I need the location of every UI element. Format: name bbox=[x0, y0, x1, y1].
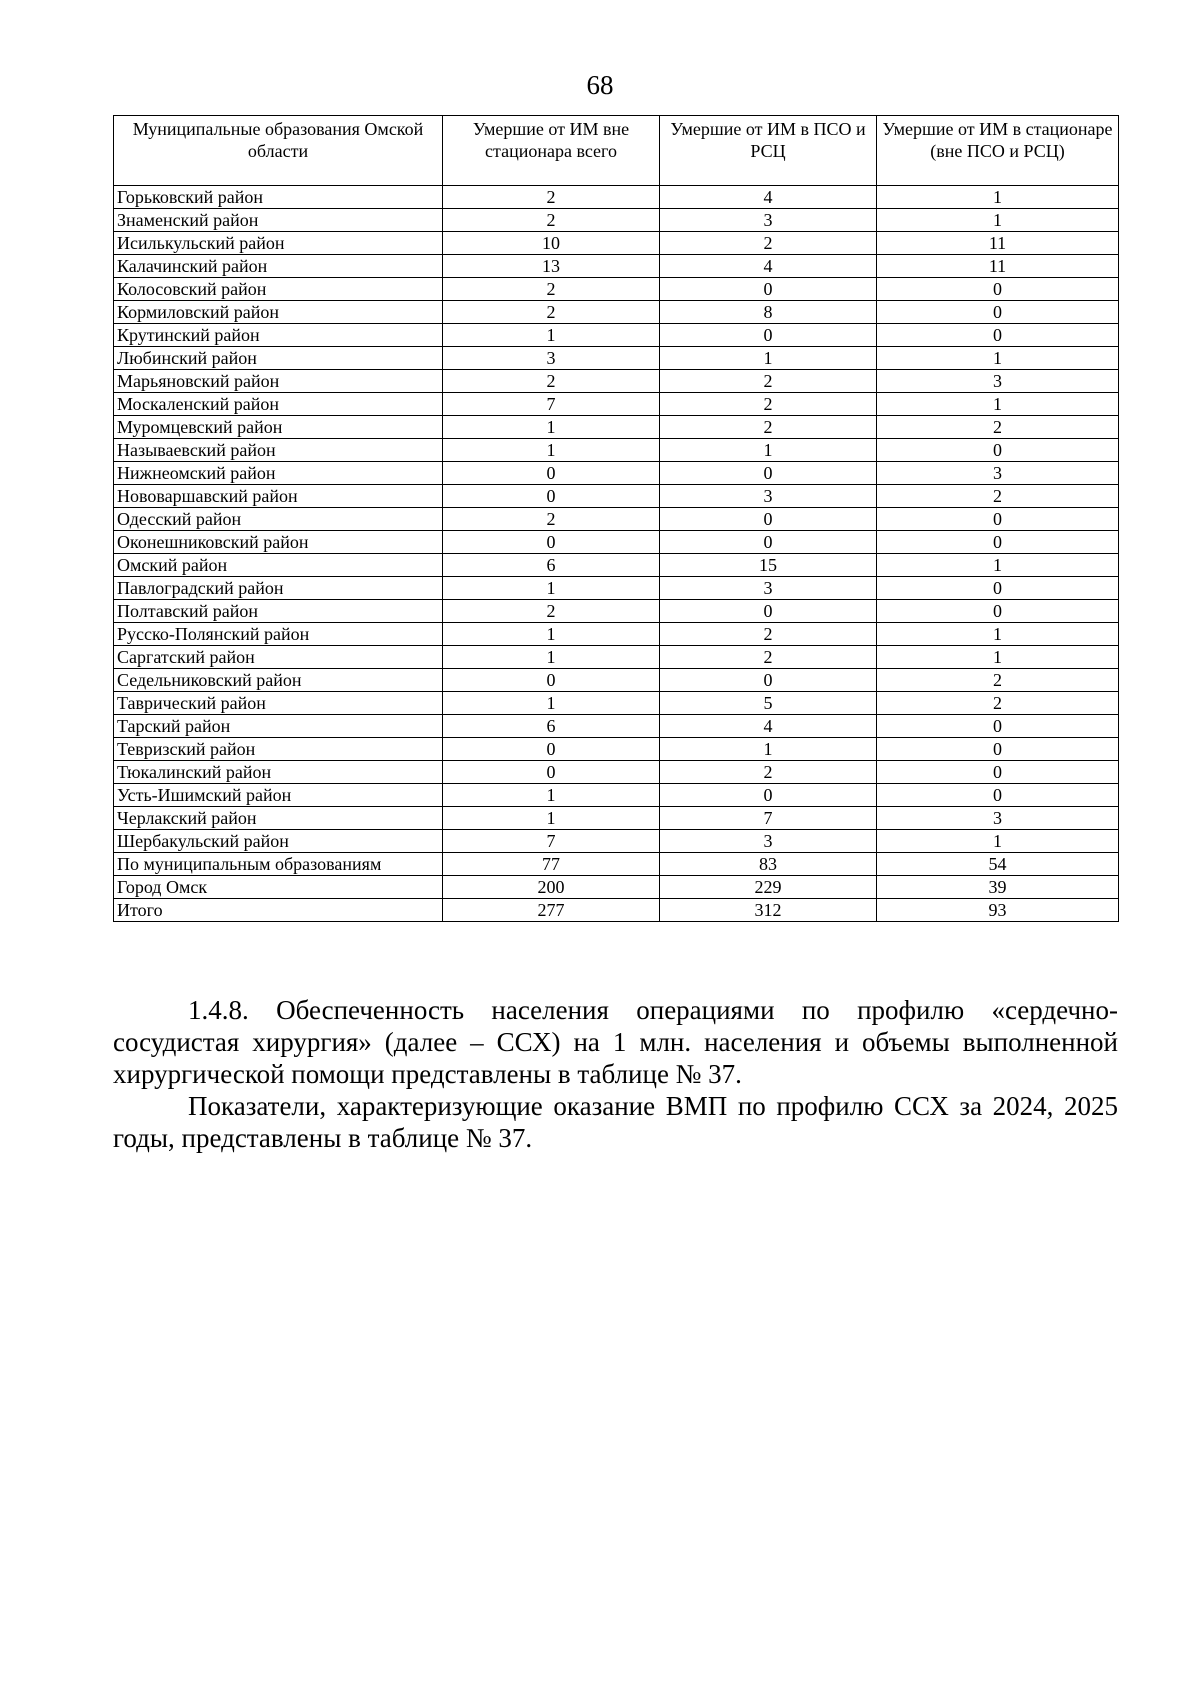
table-row bbox=[114, 715, 1119, 738]
cell-value: 2 bbox=[660, 232, 877, 255]
cell-value: 1 bbox=[443, 623, 660, 646]
cell-municipality: Называевский район bbox=[114, 439, 443, 462]
cell-municipality: Исилькульский район bbox=[114, 232, 443, 255]
cell-value: 4 bbox=[660, 186, 877, 209]
table-row bbox=[114, 301, 1119, 324]
cell-value: 93 bbox=[877, 899, 1119, 922]
cell-value: 2 bbox=[660, 623, 877, 646]
cell-value: 5 bbox=[660, 692, 877, 715]
cell-value: 4 bbox=[660, 255, 877, 278]
cell-municipality: Усть-Ишимский район bbox=[114, 784, 443, 807]
cell-municipality: Одесский район bbox=[114, 508, 443, 531]
table-row bbox=[114, 899, 1119, 922]
table-row bbox=[114, 324, 1119, 347]
cell-value: 0 bbox=[660, 278, 877, 301]
header-deaths-outside-hospital: Умершие от ИМ вне стационара всего bbox=[443, 116, 660, 186]
table-row bbox=[114, 830, 1119, 853]
cell-value: 0 bbox=[877, 738, 1119, 761]
table-row bbox=[114, 623, 1119, 646]
cell-value: 6 bbox=[443, 554, 660, 577]
cell-municipality: Колосовский район bbox=[114, 278, 443, 301]
cell-value: 200 bbox=[443, 876, 660, 899]
cell-municipality: Калачинский район bbox=[114, 255, 443, 278]
cell-value: 0 bbox=[660, 600, 877, 623]
cell-value: 1 bbox=[443, 784, 660, 807]
cell-value: 7 bbox=[443, 830, 660, 853]
cell-value: 1 bbox=[877, 830, 1119, 853]
cell-value: 0 bbox=[660, 784, 877, 807]
cell-municipality: Черлакский район bbox=[114, 807, 443, 830]
cell-municipality: Горьковский район bbox=[114, 186, 443, 209]
cell-value: 1 bbox=[877, 209, 1119, 232]
cell-value: 0 bbox=[877, 600, 1119, 623]
cell-value: 7 bbox=[443, 393, 660, 416]
table-row bbox=[114, 577, 1119, 600]
cell-value: 77 bbox=[443, 853, 660, 876]
cell-value: 6 bbox=[443, 715, 660, 738]
cell-municipality: Оконешниковский район bbox=[114, 531, 443, 554]
cell-municipality: Знаменский район bbox=[114, 209, 443, 232]
cell-value: 1 bbox=[660, 738, 877, 761]
cell-value: 229 bbox=[660, 876, 877, 899]
cell-value: 1 bbox=[877, 554, 1119, 577]
cell-value: 2 bbox=[443, 209, 660, 232]
table-row bbox=[114, 209, 1119, 232]
cell-value: 3 bbox=[877, 370, 1119, 393]
cell-municipality: Саргатский район bbox=[114, 646, 443, 669]
cell-value: 11 bbox=[877, 232, 1119, 255]
cell-value: 0 bbox=[660, 462, 877, 485]
cell-municipality: Таврический район bbox=[114, 692, 443, 715]
cell-value: 0 bbox=[877, 784, 1119, 807]
cell-value: 2 bbox=[877, 669, 1119, 692]
cell-value: 39 bbox=[877, 876, 1119, 899]
table-row bbox=[114, 738, 1119, 761]
cell-value: 10 bbox=[443, 232, 660, 255]
cell-municipality: Тарский район bbox=[114, 715, 443, 738]
cell-value: 0 bbox=[877, 324, 1119, 347]
table-row bbox=[114, 554, 1119, 577]
cell-value: 1 bbox=[443, 646, 660, 669]
cell-value: 2 bbox=[660, 370, 877, 393]
cell-value: 2 bbox=[443, 370, 660, 393]
cell-value: 3 bbox=[660, 209, 877, 232]
cell-value: 0 bbox=[660, 508, 877, 531]
table-row bbox=[114, 600, 1119, 623]
cell-municipality: Муромцевский район bbox=[114, 416, 443, 439]
table-row bbox=[114, 692, 1119, 715]
table-row bbox=[114, 761, 1119, 784]
cell-value: 2 bbox=[660, 761, 877, 784]
cell-municipality: Город Омск bbox=[114, 876, 443, 899]
cell-value: 54 bbox=[877, 853, 1119, 876]
cell-value: 2 bbox=[443, 186, 660, 209]
cell-value: 0 bbox=[443, 761, 660, 784]
cell-value: 0 bbox=[443, 485, 660, 508]
cell-value: 3 bbox=[660, 485, 877, 508]
cell-value: 0 bbox=[660, 531, 877, 554]
cell-value: 0 bbox=[877, 577, 1119, 600]
cell-value: 0 bbox=[660, 324, 877, 347]
header-municipality: Муниципальные образования Омской области bbox=[114, 116, 443, 186]
cell-value: 2 bbox=[660, 646, 877, 669]
table-row bbox=[114, 669, 1119, 692]
table-row bbox=[114, 462, 1119, 485]
table-row bbox=[114, 784, 1119, 807]
cell-value: 3 bbox=[443, 347, 660, 370]
table-row bbox=[114, 508, 1119, 531]
cell-value: 0 bbox=[877, 301, 1119, 324]
cell-municipality: Крутинский район bbox=[114, 324, 443, 347]
table-row bbox=[114, 853, 1119, 876]
cell-municipality: Нижнеомский район bbox=[114, 462, 443, 485]
cell-value: 2 bbox=[877, 485, 1119, 508]
cell-value: 83 bbox=[660, 853, 877, 876]
cell-municipality: Тевризский район bbox=[114, 738, 443, 761]
cell-value: 2 bbox=[443, 508, 660, 531]
table-row bbox=[114, 416, 1119, 439]
cell-value: 3 bbox=[660, 577, 877, 600]
cell-municipality: Любинский район bbox=[114, 347, 443, 370]
cell-value: 1 bbox=[877, 186, 1119, 209]
cell-value: 0 bbox=[877, 508, 1119, 531]
table-row bbox=[114, 646, 1119, 669]
cell-value: 11 bbox=[877, 255, 1119, 278]
cell-value: 3 bbox=[877, 807, 1119, 830]
cell-value: 1 bbox=[877, 646, 1119, 669]
cell-value: 2 bbox=[443, 301, 660, 324]
table-row bbox=[114, 255, 1119, 278]
cell-municipality: Седельниковский район bbox=[114, 669, 443, 692]
cell-value: 4 bbox=[660, 715, 877, 738]
cell-municipality: Омский район bbox=[114, 554, 443, 577]
table-row bbox=[114, 485, 1119, 508]
cell-value: 15 bbox=[660, 554, 877, 577]
cell-value: 1 bbox=[660, 439, 877, 462]
cell-municipality: Марьяновский район bbox=[114, 370, 443, 393]
cell-value: 3 bbox=[877, 462, 1119, 485]
cell-value: 0 bbox=[877, 278, 1119, 301]
cell-value: 0 bbox=[877, 761, 1119, 784]
cell-value: 3 bbox=[660, 830, 877, 853]
cell-value: 1 bbox=[443, 807, 660, 830]
cell-municipality: Русско-Полянский район bbox=[114, 623, 443, 646]
table-row bbox=[114, 807, 1119, 830]
cell-value: 7 bbox=[660, 807, 877, 830]
cell-value: 1 bbox=[443, 324, 660, 347]
cell-municipality: Итого bbox=[114, 899, 443, 922]
table-row bbox=[114, 439, 1119, 462]
cell-municipality: Москаленский район bbox=[114, 393, 443, 416]
cell-value: 1 bbox=[877, 347, 1119, 370]
cell-municipality: Павлоградский район bbox=[114, 577, 443, 600]
cell-value: 2 bbox=[877, 692, 1119, 715]
cell-value: 312 bbox=[660, 899, 877, 922]
cell-value: 277 bbox=[443, 899, 660, 922]
table-header-row bbox=[114, 116, 1119, 186]
cell-value: 1 bbox=[443, 692, 660, 715]
cell-value: 0 bbox=[443, 738, 660, 761]
cell-municipality: Кормиловский район bbox=[114, 301, 443, 324]
cell-municipality: Тюкалинский район bbox=[114, 761, 443, 784]
table-row bbox=[114, 186, 1119, 209]
cell-value: 0 bbox=[443, 531, 660, 554]
cell-municipality: Нововаршавский район bbox=[114, 485, 443, 508]
cell-value: 2 bbox=[877, 416, 1119, 439]
cell-value: 1 bbox=[877, 393, 1119, 416]
cell-municipality: Полтавский район bbox=[114, 600, 443, 623]
cell-value: 0 bbox=[443, 462, 660, 485]
table-row bbox=[114, 531, 1119, 554]
header-deaths-pso-rsc: Умершие от ИМ в ПСО и РСЦ bbox=[660, 116, 877, 186]
cell-value: 0 bbox=[877, 439, 1119, 462]
cell-value: 8 bbox=[660, 301, 877, 324]
paragraph-1-4-8: 1.4.8. Обеспеченность населения операциями по профилю «сердечно-сосудистая хирургия» (далее – ССХ) на 1 млн. населения и объемы выполненной хирургической помощи представлены в таблице № 37. bbox=[113, 995, 1118, 1089]
table-row bbox=[114, 278, 1119, 301]
table-row bbox=[114, 370, 1119, 393]
header-deaths-in-hospital: Умершие от ИМ в стационаре (вне ПСО и РСЦ) bbox=[877, 116, 1119, 186]
cell-municipality: Шербакульский район bbox=[114, 830, 443, 853]
paragraph-indicators: Показатели, характеризующие оказание ВМП по профилю ССХ за 2024, 2025 годы, представлены в таблице № 37. bbox=[113, 1091, 1118, 1153]
cell-value: 1 bbox=[660, 347, 877, 370]
table-row bbox=[114, 232, 1119, 255]
table-row bbox=[114, 876, 1119, 899]
table-header bbox=[114, 116, 1119, 186]
cell-value: 2 bbox=[660, 416, 877, 439]
cell-value: 1 bbox=[877, 623, 1119, 646]
table-row bbox=[114, 393, 1119, 416]
page-number: 68 bbox=[586, 70, 614, 100]
cell-value: 0 bbox=[660, 669, 877, 692]
body-text bbox=[113, 994, 1118, 1154]
cell-value: 2 bbox=[660, 393, 877, 416]
cell-municipality: По муниципальным образованиям bbox=[114, 853, 443, 876]
cell-value: 0 bbox=[877, 531, 1119, 554]
mortality-table bbox=[113, 115, 1119, 922]
table-row bbox=[114, 347, 1119, 370]
table-body bbox=[114, 186, 1119, 922]
cell-value: 0 bbox=[443, 669, 660, 692]
cell-value: 1 bbox=[443, 577, 660, 600]
cell-value: 2 bbox=[443, 600, 660, 623]
cell-value: 1 bbox=[443, 439, 660, 462]
cell-value: 2 bbox=[443, 278, 660, 301]
cell-value: 13 bbox=[443, 255, 660, 278]
cell-value: 0 bbox=[877, 715, 1119, 738]
cell-value: 1 bbox=[443, 416, 660, 439]
